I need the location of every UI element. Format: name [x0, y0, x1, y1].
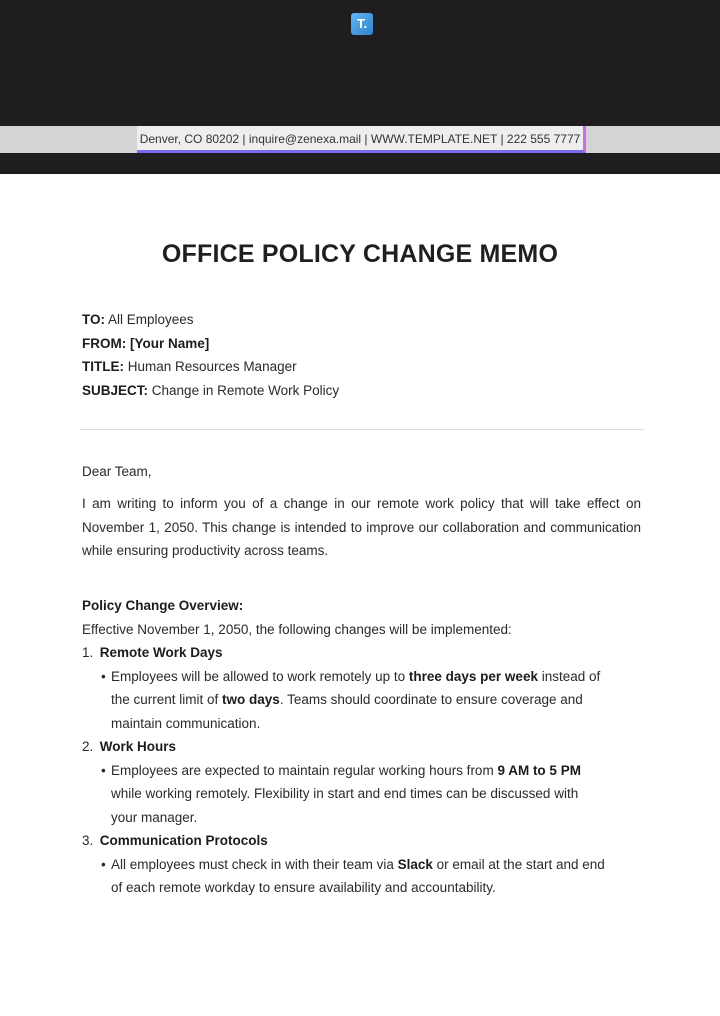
- bullet-text: instead of the current limit of: [111, 668, 601, 707]
- list-item: [82, 735, 642, 829]
- bullet-emphasis: 9 AM to 5 PM: [497, 762, 581, 778]
- from-line: [82, 332, 339, 356]
- list-item: [82, 641, 642, 735]
- item-title: [82, 641, 642, 665]
- contact-info-bar: Denver, CO 80202 | inquire@zenexa.mail | WWW.TEMPLATE.NET | 222 555 7777: [137, 126, 586, 153]
- intro-paragraph: I am writing to inform you of a change in our remote work policy that will take effect on November 1, 2050. This change is intended to improve our collaboration and communication while ensuring productivity across teams.: [82, 496, 641, 558]
- bullet-text: . Teams should coordinate to ensure coverage and maintain communication.: [111, 692, 583, 731]
- item-title: [82, 735, 642, 759]
- from-value: [Your Name]: [130, 335, 210, 351]
- bullet-text: Employees are expected to maintain regular working hours from: [111, 762, 498, 778]
- item-number: 3.: [82, 833, 94, 848]
- subject-line: [82, 379, 339, 403]
- bullet-emphasis: Slack: [397, 856, 433, 872]
- subject-label: SUBJECT:: [82, 382, 149, 398]
- memo-meta: [82, 308, 339, 402]
- item-bullet: [82, 665, 607, 736]
- greeting: Dear Team,: [82, 464, 152, 479]
- bullet-text: All employees must check in with their team via: [111, 856, 398, 872]
- bullet-dot: •: [101, 762, 106, 778]
- to-line: [82, 308, 339, 332]
- title-label: TITLE:: [82, 359, 124, 374]
- bullet-text: while working remotely. Flexibility in start and end times can be discussed with your manager.: [111, 786, 579, 825]
- subject-value: Change in Remote Work Policy: [151, 382, 340, 398]
- title-line: [82, 355, 339, 379]
- item-title-text: Remote Work Days: [99, 645, 223, 660]
- bullet-emphasis: two days: [222, 692, 280, 707]
- bullet-text: or email at the start and end of each remote workday to ensure availability and accountability.: [111, 856, 605, 895]
- item-title-text: Communication Protocols: [99, 833, 268, 848]
- bullet-text: Employees will be allowed to work remotely up to: [111, 668, 409, 684]
- item-bullet: [82, 853, 607, 900]
- divider: [80, 429, 644, 430]
- list-item: [82, 829, 642, 900]
- bullet-dot: •: [101, 668, 106, 684]
- item-title-text: Work Hours: [99, 739, 177, 754]
- to-label: TO:: [82, 312, 105, 327]
- bullet-emphasis: three days per week: [408, 668, 538, 684]
- policy-list: [82, 641, 642, 900]
- from-label: FROM:: [82, 335, 127, 351]
- item-number: 2.: [82, 739, 94, 754]
- item-number: 1.: [82, 645, 94, 660]
- policy-overview-section: [82, 594, 642, 900]
- overview-intro: Effective November 1, 2050, the following changes will be implemented:: [82, 621, 512, 637]
- memo-title: OFFICE POLICY CHANGE MEMO: [161, 240, 559, 268]
- title-value: Human Resources Manager: [127, 359, 297, 374]
- bullet-dot: •: [101, 856, 106, 872]
- item-bullet: [82, 759, 607, 830]
- item-title: [82, 829, 642, 853]
- overview-heading: Policy Change Overview:: [82, 598, 244, 613]
- template-logo-icon: T.: [351, 13, 373, 35]
- to-value: All Employees: [108, 312, 194, 327]
